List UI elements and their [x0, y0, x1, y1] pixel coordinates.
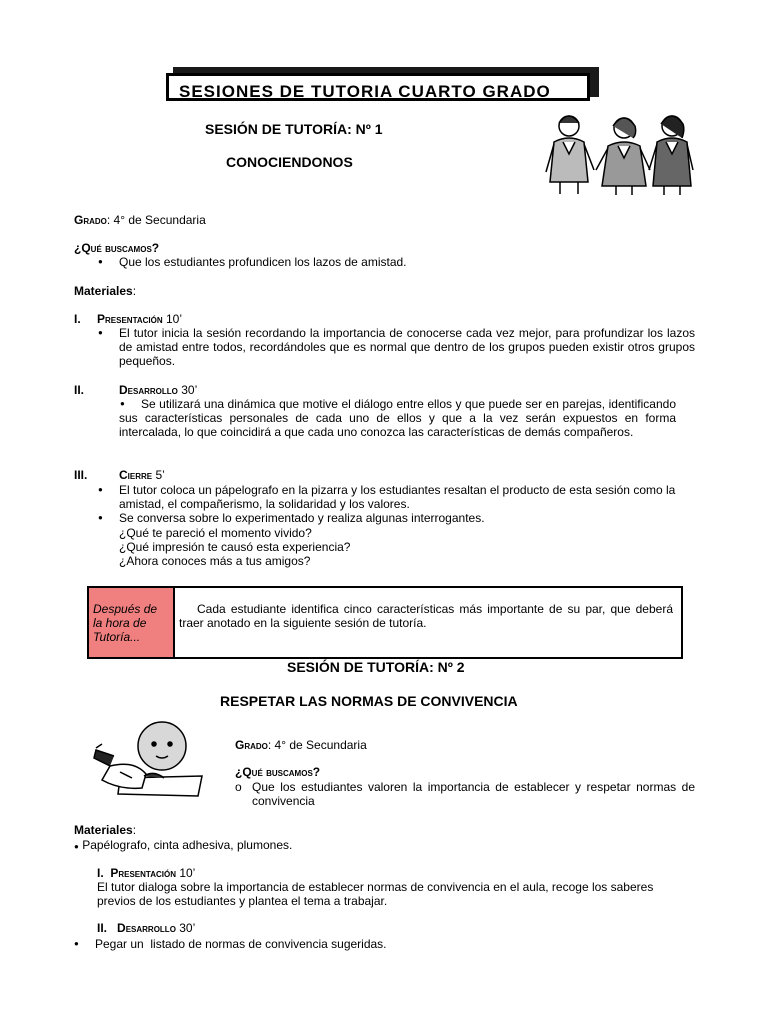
- section-number: II.: [97, 921, 108, 935]
- section-time: 30’: [175, 921, 196, 935]
- grado-label: Grado: [74, 213, 107, 227]
- session1-subtitle: CONOCIENDONOS: [226, 154, 353, 170]
- question-line: ¿Qué te pareció el momento vivido?: [119, 526, 312, 540]
- materiales-colon: :: [132, 284, 137, 298]
- section-number: II.: [74, 383, 85, 397]
- child-reading-illustration: [90, 720, 206, 800]
- grado-value: : 4° de Secundaria: [106, 213, 206, 227]
- section-title: [119, 468, 165, 482]
- session1-materiales: [74, 284, 136, 298]
- session2-subtitle: RESPETAR LAS NORMAS DE CONVIVENCIA: [220, 693, 518, 709]
- section-time: 5’: [152, 468, 165, 482]
- session2-grado: [235, 738, 367, 752]
- session1-grado: [74, 213, 206, 227]
- section-title: [97, 866, 195, 880]
- session2-que-buscamos-item: [235, 780, 695, 808]
- after-tutoria-label: Después de la hora de Tutoría...: [89, 588, 175, 657]
- question-line: ¿Qué impresión te causó esta experiencia?: [119, 540, 351, 554]
- section-title-text: Presentación: [110, 866, 176, 880]
- session2-presentacion-text: El tutor dialoga sobre la importancia de establecer normas de convivencia en el aula, recoge los saberes previos de los estudiantes y plantea el tema a trabajar.: [97, 880, 654, 908]
- session2-desarrollo-item: [74, 937, 387, 951]
- grado-value: : 4° de Secundaria: [267, 738, 367, 752]
- section-time: 10’: [162, 312, 182, 326]
- section-title: [97, 921, 195, 935]
- bullet-icon: ●: [74, 842, 79, 851]
- session1-questions: [119, 526, 350, 568]
- session2-heading: SESIÓN DE TUTORÍA: Nº 2: [287, 659, 465, 675]
- list-item: [235, 780, 695, 808]
- list-item: ● El tutor coloca un pápelografo en la pizarra y los estudiantes resaltan el producto de esta sesión como la amistad, el compañerismo, la solidaridad y los valores.: [74, 483, 684, 511]
- section-time: 10’: [175, 866, 196, 880]
- session1-que-buscamos-list: [74, 255, 696, 269]
- grado-label: Grado: [235, 738, 268, 752]
- section-title-text: Desarrollo: [119, 383, 178, 397]
- question-line: ¿Ahora conoces más a tus amigos?: [119, 554, 311, 568]
- section-number: I.: [97, 866, 104, 880]
- list-item: ● El tutor inicia la sesión recordando la importancia de conocerse cada vez mejor, para profundizar los lazos de amistad entre todos, recordándoles que es normal que dentro de los grupos pueden existir otros grupos pequeños.: [74, 326, 695, 368]
- list-item: ● Que los estudiantes profundicen los lazos de amistad.: [74, 255, 696, 269]
- title-banner: [166, 73, 590, 101]
- section-number: III.: [74, 468, 88, 482]
- session1-desarrollo-list: [74, 397, 676, 439]
- materiales-label: Materiales: [74, 284, 133, 298]
- bullet-icon: ●: [74, 939, 79, 948]
- session2-que-buscamos-label: ¿Qué buscamos?: [235, 765, 321, 779]
- section-title: [97, 312, 182, 326]
- document-title: SESIONES DE TUTORIA CUARTO GRADO: [179, 82, 551, 101]
- circle-bullet-icon: o: [235, 780, 242, 794]
- session2-materiales: [74, 823, 136, 837]
- que-item-text: Que los estudiantes valoren la importancia de establecer y respetar normas de convivencia: [252, 780, 695, 808]
- section-time: 30’: [177, 383, 198, 397]
- students-illustration: [542, 112, 697, 196]
- session1-heading: SESIÓN DE TUTORÍA: Nº 1: [205, 121, 383, 137]
- list-item: ● Se utilizará una dinámica que motive el diálogo entre ellos y que puede ser en parejas, identificando sus características personales de cada uno de ellos y que a la vez serán expuestos en forma intercalada, lo que coincidirá a que cada uno conozca las características de demás compañeros.: [74, 397, 676, 439]
- session1-cierre-list: [74, 483, 684, 525]
- materiales-label: Materiales: [74, 823, 133, 837]
- desarrollo-item-text: Pegar un listado de normas de convivencia sugeridas.: [95, 937, 387, 951]
- after-tutoria-text: [175, 588, 681, 657]
- section-title-text: Presentación: [97, 312, 163, 326]
- session2-materiales-item: [74, 838, 292, 854]
- section-title-text: Cierre: [119, 468, 153, 482]
- section-title: [119, 383, 197, 397]
- session1-presentacion-list: [74, 326, 695, 368]
- section-number: I.: [74, 312, 81, 326]
- list-item: ● Se conversa sobre lo experimentado y realiza algunas interrogantes.: [74, 511, 684, 525]
- after-tutoria-text-content: Cada estudiante identifica cinco características más importante de su par, que deberá traer anotado en la siguiente sesión de tutoría.: [179, 602, 673, 630]
- materiales-colon: :: [132, 823, 137, 837]
- session1-que-buscamos-label: ¿Qué buscamos?: [74, 241, 160, 255]
- section-title-text: Desarrollo: [117, 921, 176, 935]
- after-tutoria-box: [87, 586, 683, 659]
- materiales-item-text: Papélografo, cinta adhesiva, plumones.: [82, 838, 293, 852]
